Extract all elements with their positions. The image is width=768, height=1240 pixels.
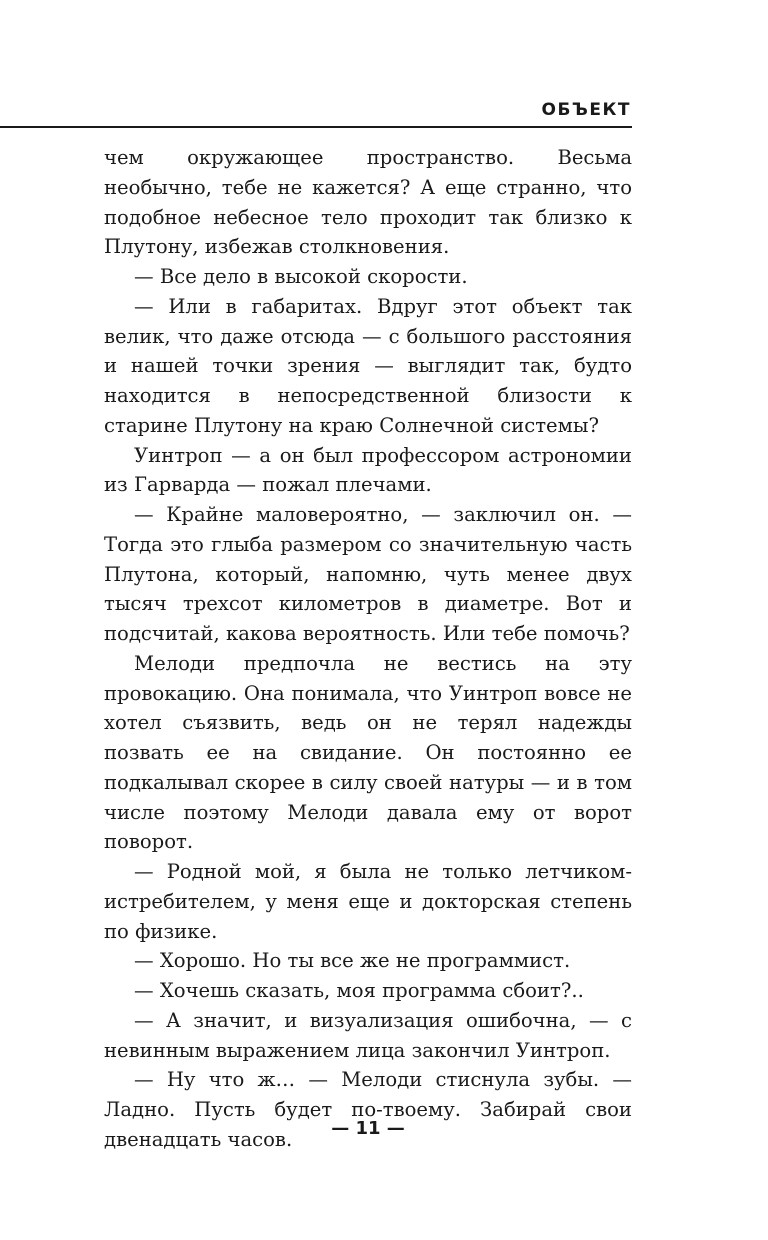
paragraph: — Ну что ж… — Мелоди стиснула зубы. — Ладно. Пусть будет по-твоему. Забирай свои двенадцать часов. <box>104 1068 632 1151</box>
paragraph: — Хочешь сказать, моя программа сбоит?.. <box>134 979 584 1002</box>
paragraph: Мелоди предпочла не вестись на эту провокацию. Она понимала, что Уинтроп вовсе не хотел съязвить, ведь он не терял надежды позвать ее на свидание. Он постоянно ее подкалывал скорее в силу своей натуры — и в том числе поэтому Мелоди давала ему от ворот поворот. <box>104 651 632 854</box>
header-rule <box>0 126 632 128</box>
running-head-title: ОБЪЕКТ <box>541 100 631 120</box>
paragraph: — Родной мой, я была не только летчиком-истребителем, у меня еще и докторская степень по физике. <box>104 860 632 943</box>
paragraph: — Крайне маловероятно, — заключил он. — Тогда это глыба размером со значительную часть Плутона, который, напомню, чуть менее двух тысяч трехсот километров в диаметре. Вот и подсчитай, какова вероятность. Или тебе помочь? <box>104 503 632 645</box>
paragraph: — Или в габаритах. Вдруг этот объект так велик, что даже отсюда — с большого расстояния и нашей точки зрения — выглядит так, будто находится в непосредственной близости к старине Плутону на краю Солнечной системы? <box>104 294 632 437</box>
paragraph: чем окружающее пространство. Весьма необычно, тебе не кажется? А еще странно, что подобное небесное тело проходит так близко к Плутону, избежав столкновения. <box>104 146 632 259</box>
paragraph: — А значит, и визуализация ошибочна, — с невинным выражением лица закончил Уинтроп. <box>104 1008 632 1062</box>
page-number: — 11 — <box>331 1118 405 1139</box>
paragraph: Уинтроп — а он был профессором астрономии из Гарварда — пожал плечами. <box>104 443 632 497</box>
paragraph: — Все дело в высокой скорости. <box>134 265 468 288</box>
body-text <box>104 143 632 1155</box>
paragraph: — Хорошо. Но ты все же не программист. <box>134 949 571 973</box>
